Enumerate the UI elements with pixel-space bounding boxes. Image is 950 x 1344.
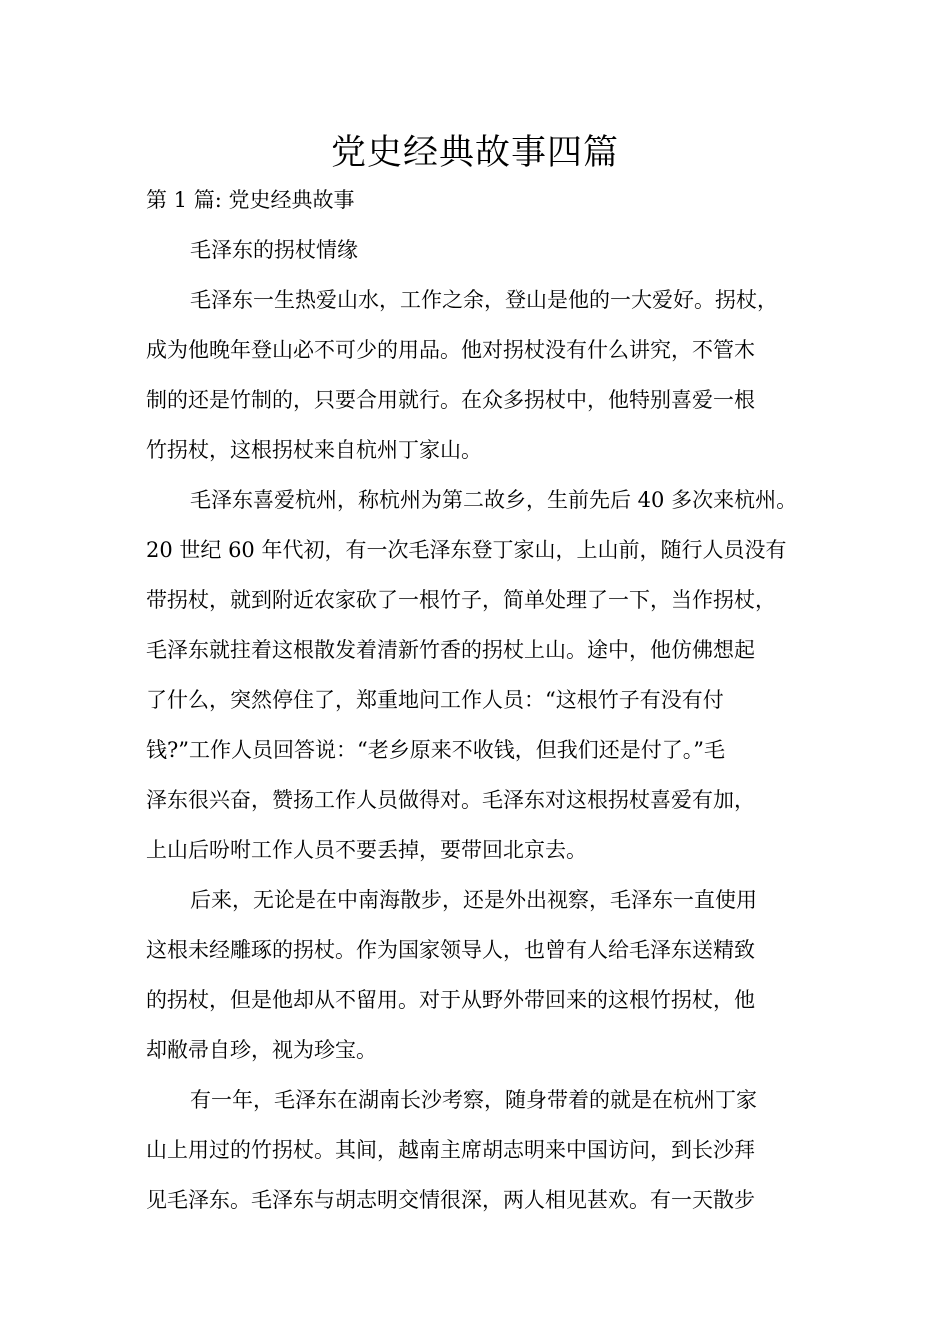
- section-heading: 第 1 篇: 党史经典故事: [146, 188, 355, 212]
- text-line: 后来，无论是在中南海散步，还是外出视察，毛泽东一直使用: [190, 888, 757, 912]
- text-line: 山上用过的竹拐杖。其间，越南主席胡志明来中国访问，到长沙拜: [146, 1138, 755, 1162]
- text-line: 钱?”工作人员回答说：“老乡原来不收钱，但我们还是付了。”毛: [146, 738, 725, 762]
- text-line: 成为他晚年登山必不可少的用品。他对拐杖没有什么讲究，不管木: [146, 338, 755, 362]
- document-title: 党史经典故事四篇: [330, 133, 619, 173]
- text-line: 毛泽东就拄着这根散发着清新竹香的拐杖上山。途中，他仿佛想起: [146, 638, 755, 662]
- text-line: 却敝帚自珍，视为珍宝。: [146, 1038, 377, 1062]
- text-line: 制的还是竹制的，只要合用就行。在众多拐杖中，他特别喜爱一根: [146, 388, 755, 412]
- story-title: 毛泽东的拐杖情缘: [190, 238, 358, 262]
- text-line: 带拐杖，就到附近农家砍了一根竹子，简单处理了一下，当作拐杖，: [146, 588, 776, 612]
- paragraph-3: [146, 884, 826, 1084]
- text-line: 泽东很兴奋，赞扬工作人员做得对。毛泽东对这根拐杖喜爱有加，: [146, 788, 755, 812]
- text-line: 上山后吩咐工作人员不要丢掉，要带回北京去。: [146, 838, 587, 862]
- body-text: [146, 284, 826, 1234]
- paragraph-2: [146, 484, 826, 884]
- text-line: 毛泽东一生热爱山水，工作之余，登山是他的一大爱好。拐杖，: [190, 288, 778, 312]
- paragraph-1: [146, 284, 826, 484]
- text-line: 毛泽东喜爱杭州，称杭州为第二故乡，生前先后 40 多次来杭州。: [190, 488, 798, 512]
- text-line: 的拐杖，但是他却从不留用。对于从野外带回来的这根竹拐杖，他: [146, 988, 755, 1012]
- text-line: 见毛泽东。毛泽东与胡志明交情很深，两人相见甚欢。有一天散步: [146, 1188, 755, 1212]
- text-line: 有一年，毛泽东在湖南长沙考察，随身带着的就是在杭州丁家: [190, 1088, 757, 1112]
- text-line: 20 世纪 60 年代初，有一次毛泽东登丁家山，上山前，随行人员没有: [146, 538, 787, 562]
- paragraph-4: [146, 1084, 826, 1234]
- text-line: 了什么，突然停住了，郑重地问工作人员：“这根竹子有没有付: [146, 688, 724, 712]
- text-line: 竹拐杖，这根拐杖来自杭州丁家山。: [146, 438, 482, 462]
- text-line: 这根未经雕琢的拐杖。作为国家领导人，也曾有人给毛泽东送精致: [146, 938, 755, 962]
